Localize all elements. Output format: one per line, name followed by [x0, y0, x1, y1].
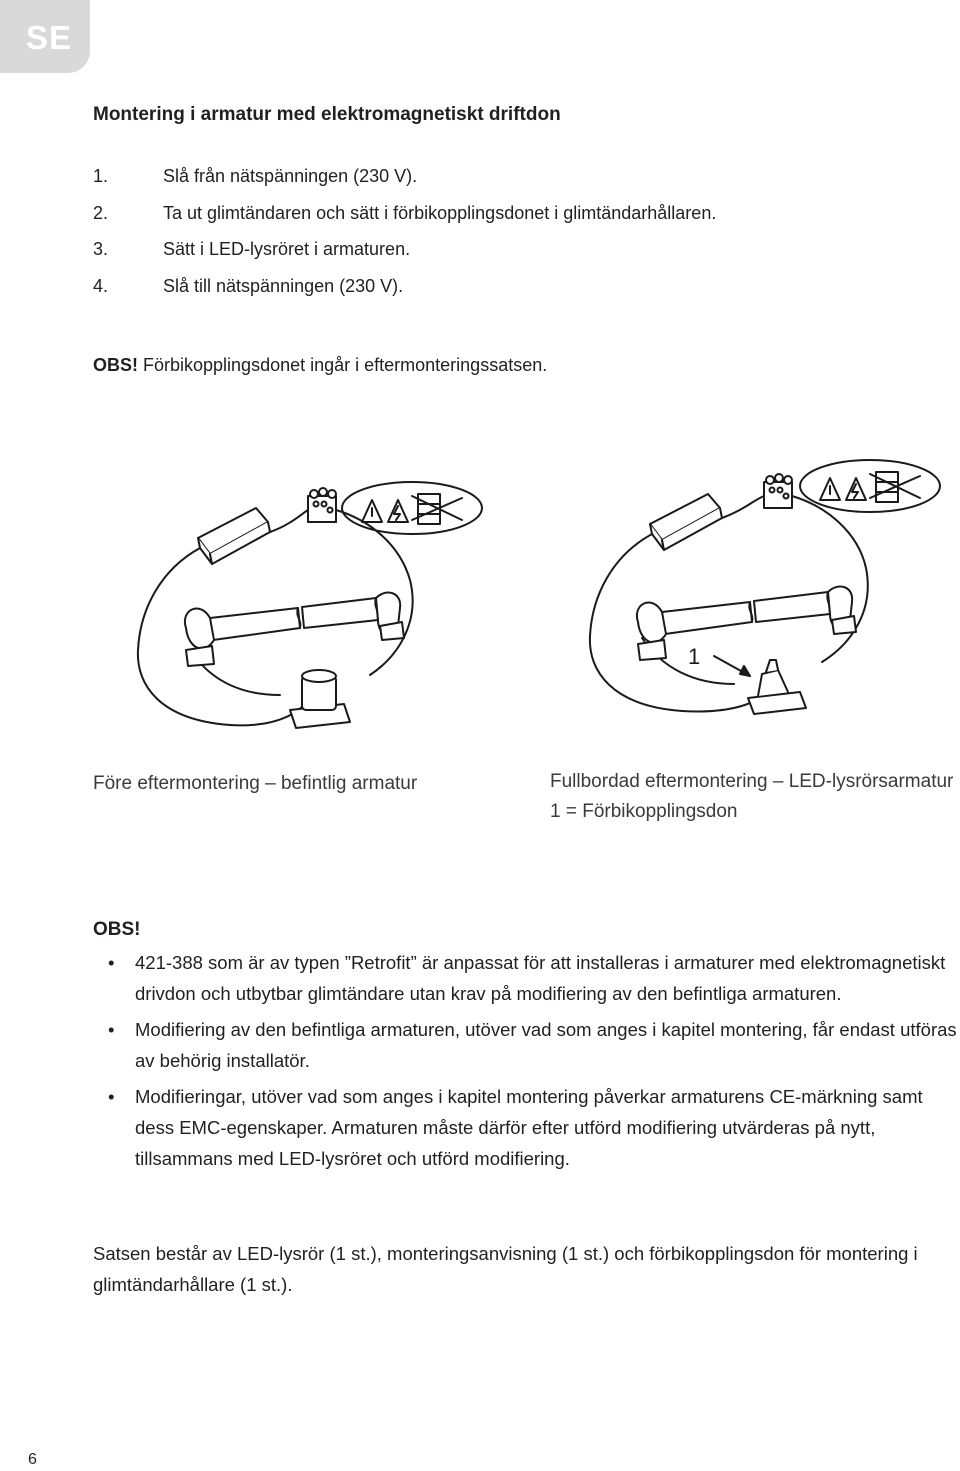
kit-contents: Satsen består av LED-lysrör (1 st.), monteringsanvisning (1 st.) och förbikopplingsdon för montering i glimtändarhållare (1 st.). [93, 1243, 918, 1295]
ballast-icon [650, 494, 722, 550]
terminal-block-icon [764, 474, 792, 508]
bypass-device-icon [748, 660, 806, 714]
after-legend: 1 = Förbikopplingsdon [550, 801, 738, 822]
lamp-holder-left-icon [185, 609, 214, 666]
step-text: Slå från nätspänningen (230 V). [163, 166, 418, 186]
ballast-icon [198, 508, 270, 564]
step-text: Slå till nätspänningen (230 V). [163, 275, 404, 296]
step-text: Ta ut glimtändaren och sätt i förbikopplingsdonet i glimtändarhållaren. [163, 202, 717, 223]
page-number: 6 [28, 1451, 37, 1468]
obs-note [93, 355, 547, 376]
after-caption: Fullbordad eftermontering – LED-lysrörsarmatur [550, 771, 954, 792]
before-retrofit-illustration [130, 470, 490, 740]
lamp-holder-right-icon [828, 587, 856, 634]
list-item [108, 947, 960, 1009]
section-title: Montering i armatur med elektromagnetiskt driftdon [93, 104, 561, 125]
step-text: Sätt i LED-lysröret i armaturen. [163, 239, 411, 259]
list-item [108, 1081, 960, 1174]
terminal-block-icon [308, 488, 336, 522]
language-tab [0, 0, 90, 73]
notes-list [108, 947, 960, 1179]
list-item [93, 166, 716, 203]
note-text: Modifieringar, utöver vad som anges i kapitel montering påverkar armaturens CE-märkning samt dess EMC-egenskaper. Armaturen måste därför efter utförd modifiering utvärderas på nytt, tillsammans med LED-lysröret och utförd modifiering. [135, 1086, 923, 1169]
step-number: 3. [93, 239, 109, 259]
note-text: 421-388 som är av typen ”Retrofit” är anpassat för att installeras i armaturer med elektromagnetiskt drivdon och utbytbar glimtändare utan krav på modifiering av den befintliga armaturen. [135, 952, 946, 1004]
note-text: Modifiering av den befintliga armaturen, utöver vad som anges i kapitel montering, får endast utföras av behörig installatör. [135, 1019, 957, 1071]
list-item [93, 239, 716, 276]
warning-label-icon [800, 460, 940, 512]
after-retrofit-illustration [578, 452, 948, 727]
obs-text: Förbikopplingsdonet ingår i eftermonteringssatsen. [138, 355, 548, 375]
list-item [93, 276, 716, 313]
lamp-holder-left-icon [637, 603, 666, 660]
obs-label: OBS! [93, 355, 138, 375]
step-number: 4. [93, 275, 109, 296]
callout-arrow-icon [714, 656, 750, 676]
list-item [108, 1014, 960, 1076]
warning-label-icon [342, 482, 482, 534]
fluorescent-tube-icon [662, 592, 830, 634]
bullet-icon: • [108, 952, 115, 973]
bullet-icon: • [108, 1086, 115, 1107]
bullet-icon: • [108, 1019, 115, 1040]
fluorescent-tube-icon [210, 598, 378, 640]
step-number: 1. [93, 166, 109, 186]
step-number: 2. [93, 202, 109, 223]
before-caption: Före eftermontering – befintlig armatur [93, 773, 418, 794]
step-list [93, 166, 716, 312]
language-code: SE [26, 19, 73, 56]
starter-icon [290, 670, 350, 728]
list-item [93, 203, 716, 240]
callout-number: 1 [688, 644, 701, 669]
obs-heading: OBS! [93, 919, 141, 940]
lamp-holder-right-icon [376, 593, 404, 640]
